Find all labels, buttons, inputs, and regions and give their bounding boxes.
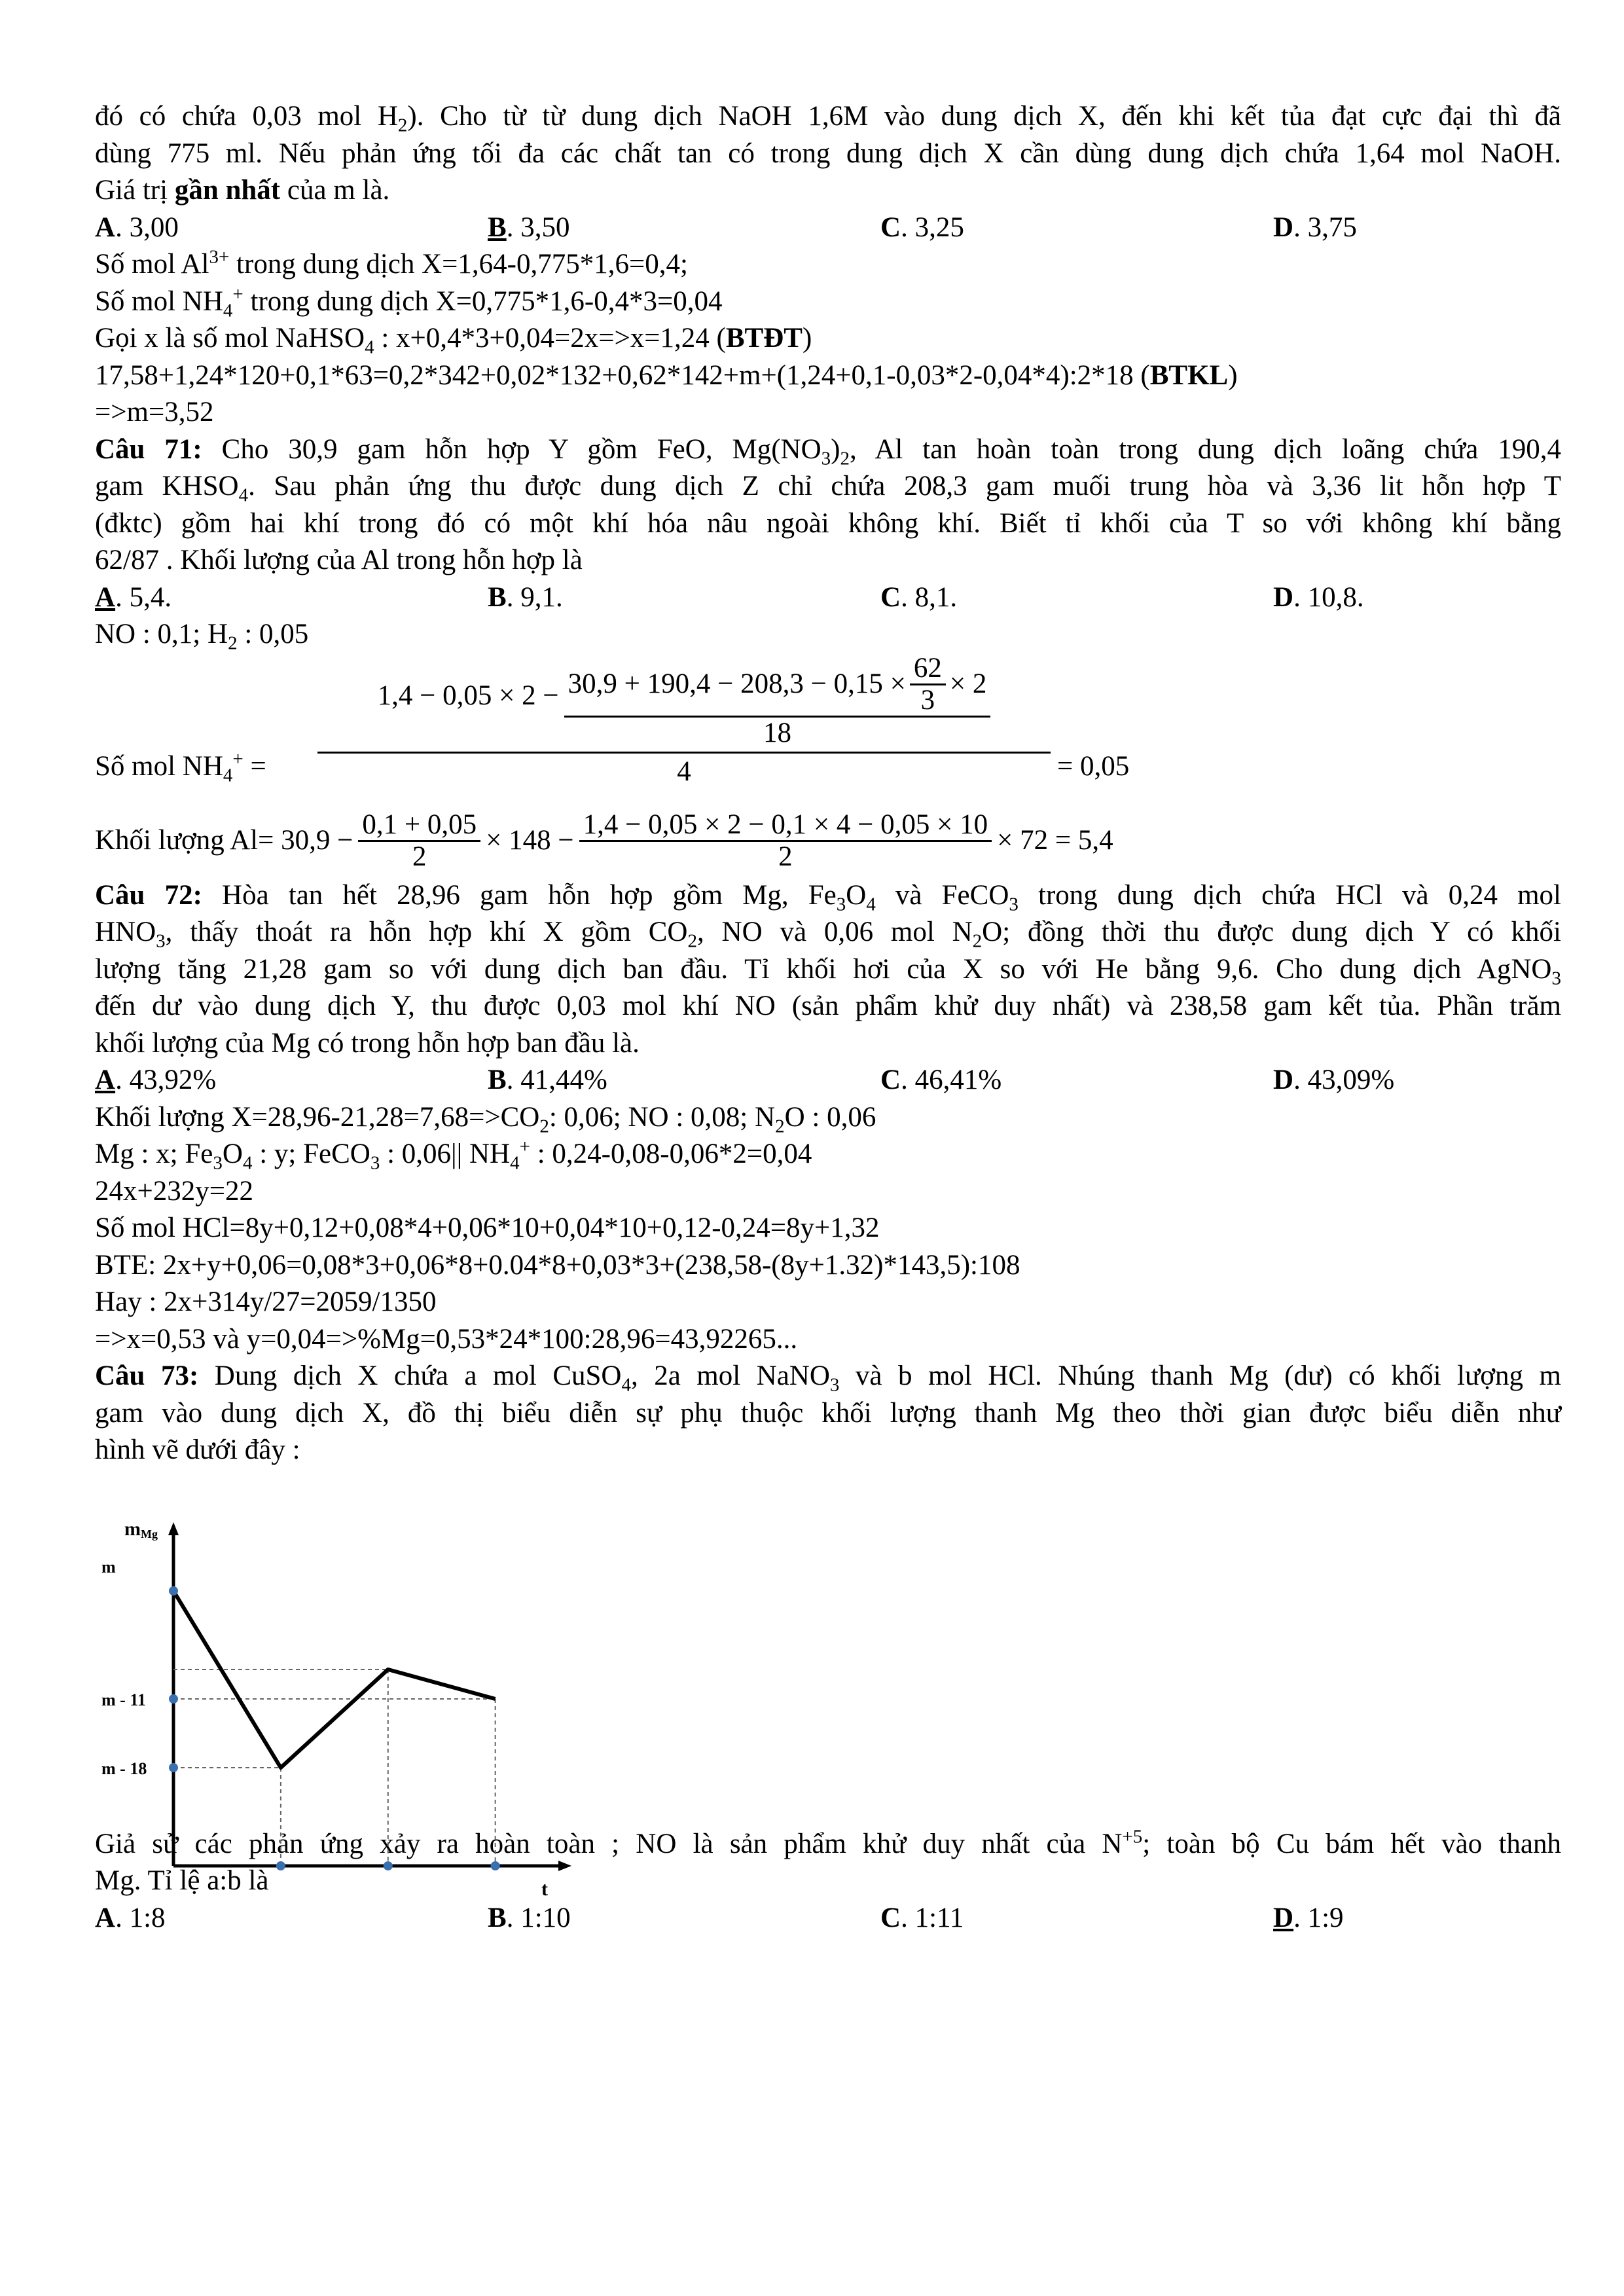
x-axis-arrow bbox=[558, 1861, 571, 1871]
y-tick-dot bbox=[169, 1763, 178, 1772]
question-line: 62/87 . Khối lượng của Al trong hỗn hợp là bbox=[95, 545, 583, 575]
option-a: A. 5,4. bbox=[95, 581, 172, 613]
question-line: gam vào dung dịch X, đồ thị biểu diễn sự phụ thuộc khối lượng thanh Mg theo thời gian được biểu diễn như bbox=[95, 1397, 1561, 1429]
option-a: A. 43,92% bbox=[95, 1065, 217, 1095]
mass-line bbox=[173, 1591, 496, 1768]
solution-line: Số mol HCl=8y+0,12+0,08*4+0,06*10+0,04*10+0,12-0,24=8y+1,32 bbox=[95, 1212, 880, 1243]
nh4-formula: Số mol $NH_4^+$ = 1,4 − 0,05 × 2 − 30,9 + 190,4 − 208,3 − 0,15 × $\frac{62}{3}$ × 2 18 4 = 0,05 bbox=[95, 652, 1130, 787]
y-axis-arrow bbox=[168, 1522, 179, 1535]
solution-line: =>m=3,52 bbox=[95, 397, 214, 428]
solution-line: Mg : x; $Fe_3O_4$ : y; FeCO$_3$ : 0,06|| $NH_4^+$ : 0,24-0,08-0,06*2=0,04 bbox=[95, 1136, 812, 1174]
answer-options bbox=[95, 579, 1561, 617]
option-b: B. 3,50 bbox=[488, 211, 570, 243]
solution-line: Khối lượng $X=28,96-21,28=7,68=>CO_2$: 0,06; NO : 0,08; $N_2O$ : 0,06 bbox=[95, 1101, 876, 1137]
question-label: Câu 73: bbox=[95, 1360, 199, 1391]
y-axis-label: mMg bbox=[124, 1518, 158, 1540]
y-tick-dot bbox=[169, 1694, 178, 1704]
answer-options bbox=[95, 1900, 1561, 1937]
option-d: D. 43,09% bbox=[1273, 1065, 1395, 1095]
solution-line: 17,58+1,24*120+0,1*63=0,2*342+0,02*132+0,62*142+m+(1,24+0,1-0,03*2-0,04*4):2*18 (BTKL) bbox=[95, 359, 1238, 391]
question-line: lượng tăng 21,28 gam so với dung dịch ban đầu. Tỉ khối hơi của X so với He bằng 9,6. Cho dung dịch AgNO$_3$ bbox=[95, 953, 1561, 989]
option-c: C. 8,1. bbox=[880, 581, 958, 613]
x-axis-label: t bbox=[541, 1878, 548, 1900]
option-c: C. 46,41% bbox=[880, 1065, 1002, 1095]
question-line: gam $KHSO_4$. Sau phản ứng thu được dung dịch Z chỉ chứa 208,3 gam muối trung hòa và 3,36 lit hỗn hợp T bbox=[95, 471, 1561, 506]
y-tick-dot bbox=[169, 1586, 178, 1595]
solution-line: 24x+232y=22 bbox=[95, 1175, 254, 1207]
option-a: A. 1:8 bbox=[95, 1902, 166, 1933]
mg-mass-chart bbox=[88, 1516, 586, 1900]
option-d: D. 10,8. bbox=[1273, 581, 1364, 613]
text-line: dùng 775 ml. Nếu phản ứng tối đa các chất tan có trong dung dịch X cần dùng dung dịch chứa 1,64 mol NaOH. bbox=[95, 137, 1561, 169]
option-b: B. 41,44% bbox=[488, 1065, 607, 1095]
question-line: Giả sử các phản ứng xảy ra hoàn toàn ; NO là sản phẩm khử duy nhất của $N^{+5}$; toàn bộ Cu bám hết vào thanh bbox=[95, 1826, 1561, 1859]
question-line: đến dư vào dung dịch Y, thu được 0,03 mol khí NO (sản phẩm khử duy nhất) và 238,58 gam kết tủa. Phần trăm bbox=[95, 991, 1561, 1021]
question-line: Mg. Tỉ lệ a:b là bbox=[95, 1865, 269, 1896]
solution-line: BTE: 2x+y+0,06=0,08*3+0,06*8+0.04*8+0,03*3+(238,58-(8y+1.32)*143,5):108 bbox=[95, 1249, 1020, 1281]
y-tick-label: m - 11 bbox=[101, 1690, 146, 1709]
question-label: Câu 72: bbox=[95, 879, 202, 911]
question-line: (đktc) gồm hai khí trong đó có một khí hóa nâu ngoài không khí. Biết tỉ khối của T so với không khí bằng bbox=[95, 507, 1561, 539]
question-line: hình vẽ dưới đây : bbox=[95, 1434, 300, 1465]
solution-line: Gọi x là số mol NaHSO$_4$ : x+0,4*3+0,04=2x=>x=1,24 (BTĐT) bbox=[95, 323, 812, 358]
question-label: Câu 71: bbox=[95, 433, 202, 465]
solution-line: Số mol $NH_4^+$ trong dung dịch X=0,775*1,6-0,4*3=0,04 bbox=[95, 283, 723, 321]
option-c: C. 3,25 bbox=[880, 211, 964, 243]
option-b: B. 9,1. bbox=[488, 581, 563, 613]
option-d: D. 3,75 bbox=[1273, 211, 1357, 243]
question-line: $HNO_3$, thấy thoát ra hỗn hợp khí X gồm $CO_2$, NO và 0,06 mol $N_2O$; đồng thời thu được dung dịch Y có khối bbox=[95, 917, 1561, 952]
option-c: C. 1:11 bbox=[880, 1902, 964, 1933]
solution-line: Hay : 2x+314y/27=2059/1350 bbox=[95, 1286, 437, 1317]
question-line: Câu 71: Cho 30,9 gam hỗn hợp Y gồm FeO, $Mg(NO_3)_2$, Al tan hoàn toàn trong dung dịch loãng chứa 190,4 bbox=[95, 433, 1561, 469]
answer-options bbox=[95, 210, 1561, 247]
option-d: D. 1:9 bbox=[1273, 1902, 1344, 1933]
option-b: B. 1:10 bbox=[488, 1902, 571, 1933]
solution-line: NO : 0,1; $H_2$ : 0,05 bbox=[95, 619, 309, 654]
x-tick-dot bbox=[491, 1861, 500, 1870]
text-line: Giá trị gần nhất của m là. bbox=[95, 175, 390, 206]
solution-line: =>x=0,53 và y=0,04=>%Mg=0,53*24*100:28,96=43,92265... bbox=[95, 1323, 798, 1355]
x-tick-dot bbox=[276, 1861, 285, 1870]
answer-options bbox=[95, 1062, 1561, 1099]
y-tick-label: m bbox=[101, 1558, 116, 1576]
al-mass-formula: Khối lượng Al= 30,9 − $\frac{0,1 + 0,05}{2}$ × 148 − $\frac{1,4 - 0,05 \times 2 - 0,1 \times 4 - 0,05 \times 10}{2}$ × 72 = 5,4 bbox=[95, 809, 1113, 872]
solution-line: Số mol $Al^{3+}$ trong dung dịch X=1,64-0,775*1,6=0,4; bbox=[95, 246, 688, 280]
question-line: Câu 72: Hòa tan hết 28,96 gam hỗn hợp gồm Mg, $Fe_3O_4$ và FeCO$_3$ trong dung dịch chứa HCl và 0,24 mol bbox=[95, 879, 1562, 915]
question-line: Câu 73: Dung dịch X chứa a mol CuSO$_4$, 2a mol NaNO$_3$ và b mol HCl. Nhúng thanh Mg (dư) có khối lượng m bbox=[95, 1360, 1561, 1396]
question-line: khối lượng của Mg có trong hỗn hợp ban đầu là. bbox=[95, 1027, 640, 1059]
x-tick-dot bbox=[384, 1861, 393, 1870]
text-line: đó có chứa 0,03 mol $H_2$). Cho từ từ dung dịch NaOH 1,6M vào dung dịch X, đến khi kết tủa đạt cực đại thì đã bbox=[95, 101, 1561, 136]
option-a: A. 3,00 bbox=[95, 211, 179, 243]
y-tick-label: m - 18 bbox=[101, 1759, 147, 1778]
